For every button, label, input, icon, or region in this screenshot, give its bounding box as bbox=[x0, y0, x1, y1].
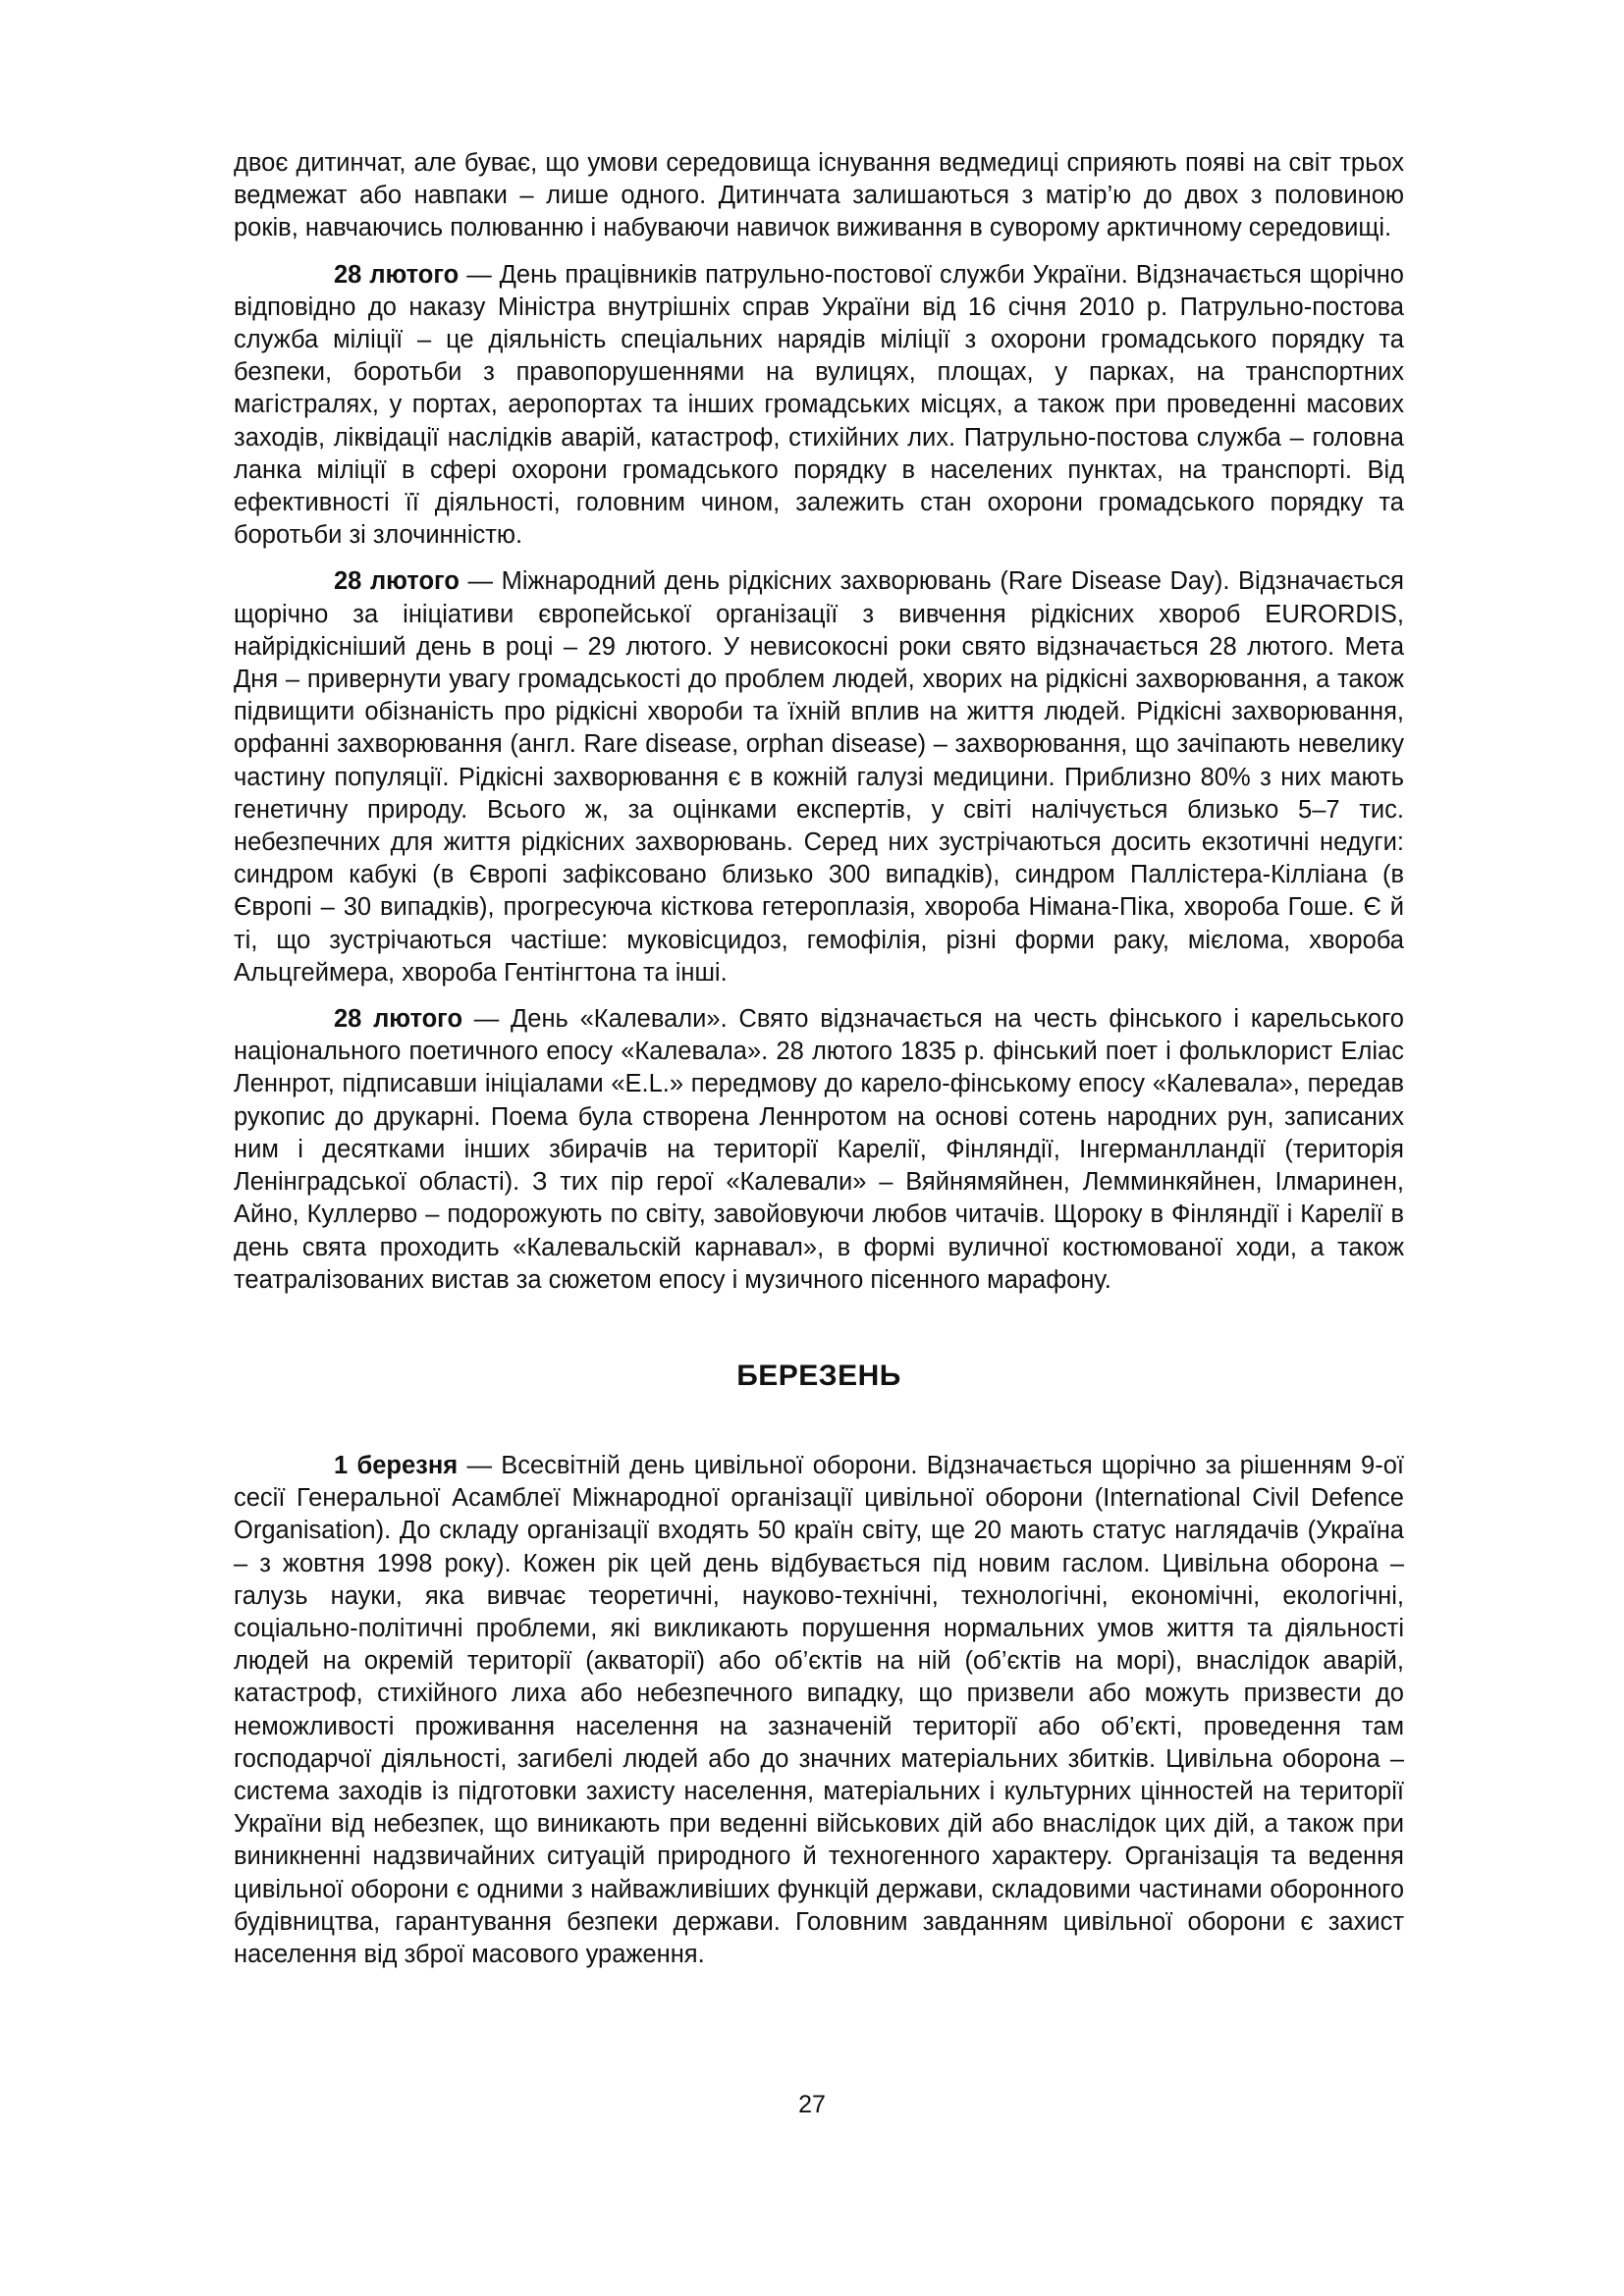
paragraph-text: двоє дитинчат, але буває, що умови середовища існування ведмедиці сприяють появі на світ трьох ведмежат або навпаки – лише одного. Дитинчата залишаються з матір’ю до двох з половиною років, навчаючись полюванню і набуваючи навичок виживання в суворому арктичному середовищі. bbox=[234, 149, 1404, 242]
entry-paragraph bbox=[234, 259, 1404, 553]
entry-paragraph bbox=[234, 1003, 1404, 1297]
entry-text: — Міжнародний день рідкісних захворювань (Rare Disease Day). Відзначається щорічно за ініціативи європейської організації з вивчення рідкісних хвороб EURORDIS, найрідкісніший день в році – 29 лютого. У невисокосні роки свято відзначається 28 лютого. Мета Дня – привернути увагу громадськості до проблем людей, хворих на рідкісні захворювання, а також підвищити обізнаність про рідкісні хвороби та їхній вплив на життя людей. Рідкісні захворювання, орфанні захворювання (англ. Rare disease, orphan disease) – захворювання, що зачіпають невелику частину популяції. Рідкісні захворювання є в кожній галузі медицини. Приблизно 80% з них мають генетичну природу. Всього ж, за оцінками експертів, у світі налічується близько 5–7 тис. небезпечних для життя рідкісних захворювань. Серед них зустрічаються досить екзотичні недуги: синдром кабукі (в Європі зафіксовано близько 300 випадків), синдром Паллістера-Кілліана (в Європі – 30 випадків), прогресуюча кісткова гетероплазія, хвороба Німана-Піка, хвороба Гоше. Є й ті, що зустрічаються частіше: муковісцидоз, гемофілія, різні форми раку, мієлома, хвороба Альцгеймера, хвороба Гентінгтона та інші. bbox=[234, 567, 1404, 987]
entry-date: 28 лютого bbox=[334, 567, 460, 596]
entry-text: — Всесвітній день цивільної оборони. Відзначається щорічно за рішенням 9-ої сесії Генеральної Асамблеї Міжнародної організації цивільної оборони (International Civil Defence Organisation). До складу організації входять 50 країн світу, ще 20 мають статус наглядачів (Україна – з жовтня 1998 року). Кожен рік цей день відбувається під новим гаслом. Цивільна оборона – галузь науки, яка вивчає теоретичні, науково-технічні, технологічні, економічні, екологічні, соціально-політичні проблеми, які викликають порушення нормальних умов життя та діяльності людей на окремій території (акваторії) або об’єктів на ній (об’єктів на морі), внаслідок аварій, катастроф, стихійного лиха або небезпечного випадку, що призвели або можуть призвести до неможливості проживання населення на зазначеній території або об’єкті, проведення там господарчої діяльності, загибелі людей або до значних матеріальних збитків. Цивільна оборона – система заходів із підготовки захисту населення, матеріальних і культурних цінностей на території України від небезпек, що виникають при веденні військових дій або внаслідок цих дій, а також при виникненні надзвичайних ситуацій природного й техногенного характеру. Організація та ведення цивільної оборони є одними з найважливіших функцій держави, складовими частинами оборонного будівництва, гарантування безпеки держави. Головним завданням цивільної оборони є захист населення від зброї масового ураження. bbox=[234, 1451, 1404, 1968]
entry-text: — День працівників патрульно-постової служби України. Відзначається щорічно відповідно до наказу Міністра внутрішніх справ України від 16 січня 2010 р. Патрульно-постова служба міліції – це діяльність спеціальних нарядів міліції з охорони громадського порядку та безпеки, боротьби з правопорушеннями на вулицях, площах, у парках, на транспортних магістралях, у портах, аеропортах та інших громадських місцях, а також при проведенні масових заходів, ліквідації наслідків аварій, катастроф, стихійних лих. Патрульно-постова служба – головна ланка міліції в сфері охорони громадського порядку в населених пунктах, на транспорті. Від ефективності її діяльності, головним чином, залежить стан охорони громадського порядку та боротьби зі злочинністю. bbox=[234, 260, 1404, 550]
section-title: БЕРЕЗЕНЬ bbox=[736, 1359, 901, 1392]
continued-paragraph bbox=[234, 147, 1404, 245]
document-page bbox=[234, 147, 1404, 1985]
page-number: 27 bbox=[798, 2091, 826, 2118]
entry-date: 28 лютого bbox=[334, 1005, 463, 1034]
entry-date: 1 березня bbox=[334, 1451, 459, 1479]
entry-date: 28 лютого bbox=[334, 260, 460, 289]
entry-paragraph bbox=[234, 1450, 1404, 1971]
entry-text: — День «Калевали». Свято відзначається на честь фінського і карельського національного поетичного епосу «Калевала». 28 лютого 1835 р. фінський поет і фольклорист Еліас Леннрот, підписавши ініціалами «E.L.» передмову до карело-фінському епосу «Калевала», передав рукопис до друкарні. Поема була створена Леннротом на основі сотень народних рун, записаних ним і десятками інших збирачів на території Карелії, Фінляндії, Інгерманлландії (територія Ленінградської області). З тих пір герої «Калевали» – Вяйнямяйнен, Лемминкяйнен, Ілмаринен, Айно, Куллерво – подорожують по світу, завойовуючи любов читачів. Щороку в Фінляндії і Карелії в день свята проходить «Калевальскій карнавал», в формі вуличної костюмованої ходи, а також театралізованих вистав за сюжетом епосу і музичного пісенного марафону. bbox=[234, 1005, 1404, 1294]
entry-paragraph bbox=[234, 565, 1404, 989]
